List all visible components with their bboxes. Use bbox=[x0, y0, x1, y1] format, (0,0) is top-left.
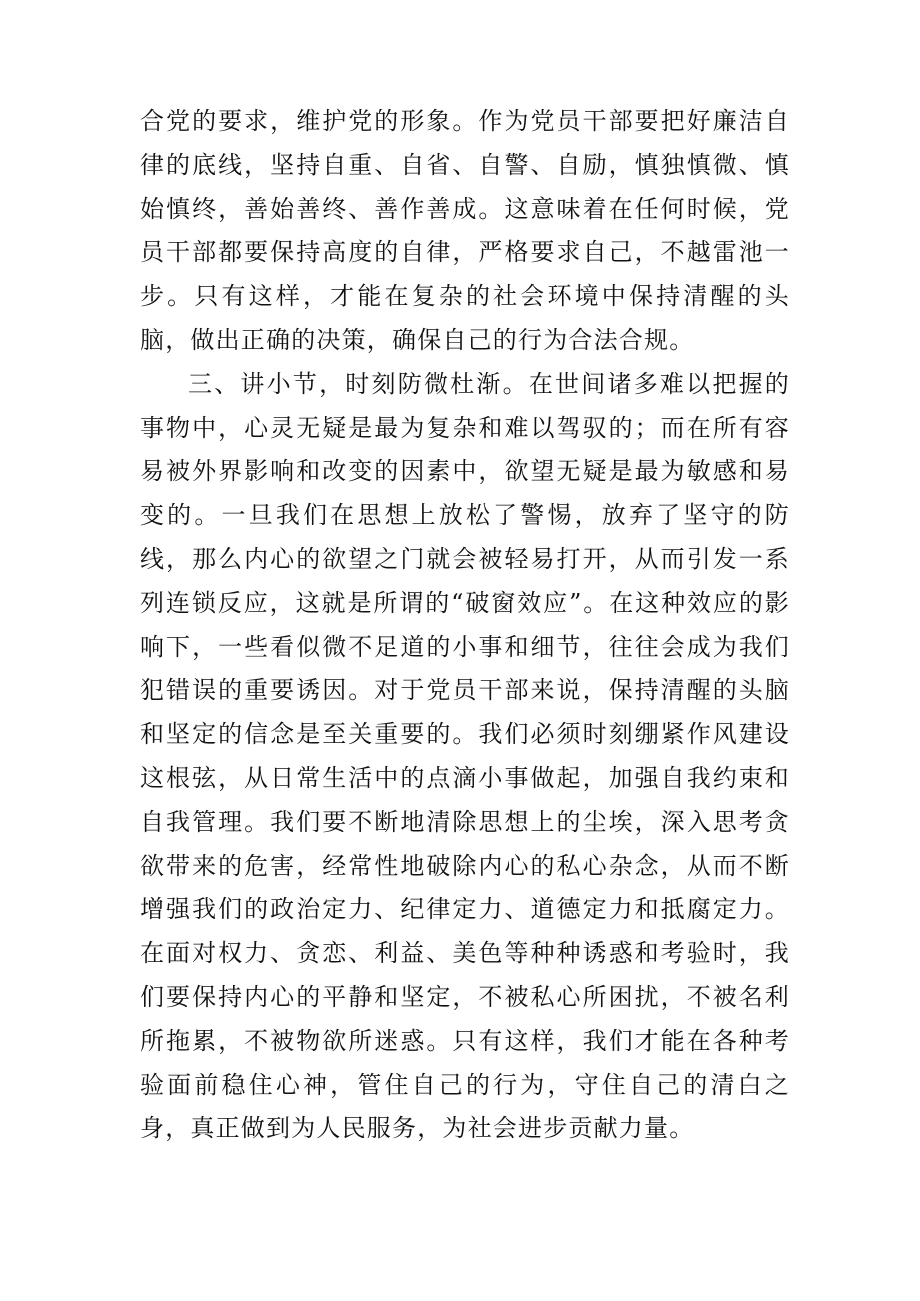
paragraph-section-three: 三、讲小节，时刻防微杜渐。在世间诸多难以把握的事物中，心灵无疑是最为复杂和难以驾驭的；而在所有容易被外界影响和改变的因素中，欲望无疑是最为敏感和易变的。一旦我们在思想上放松了警惕，放弃了坚守的防线，那么内心的欲望之门就会被轻易打开，从而引发一系列连锁反应，这就是所谓的“破窗效应”。在这种效应的影响下，一些看似微不足道的小事和细节，往往会成为我们犯错误的重要诱因。对于党员干部来说，保持清醒的头脑和坚定的信念是至关重要的。我们必须时刻绷紧作风建设这根弦，从日常生活中的点滴小事做起，加强自我约束和自我管理。我们要不断地清除思想上的尘埃，深入思考贪欲带来的危害，经常性地破除内心的私心杂念，从而不断增强我们的政治定力、纪律定力、道德定力和抵腐定力。在面对权力、贪恋、利益、美色等种种诱惑和考验时，我们要保持内心的平静和坚定，不被私心所困扰，不被名利所拖累，不被物欲所迷惑。只有这样，我们才能在各种考验面前稳住心神，管住自己的行为，守住自己的清白之身，真正做到为人民服务，为社会进步贡献力量。 bbox=[140, 369, 790, 1143]
paragraph-continuation: 合党的要求，维护党的形象。作为党员干部要把好廉洁自律的底线，坚持自重、自省、自警、自励，慎独慎微、慎始慎终，善始善终、善作善成。这意味着在任何时候，党员干部都要保持高度的自律，严格要求自己，不越雷池一步。只有这样，才能在复杂的社会环境中保持清醒的头脑，做出正确的决策，确保自己的行为合法合规。 bbox=[140, 107, 790, 354]
document-page bbox=[140, 100, 790, 1151]
